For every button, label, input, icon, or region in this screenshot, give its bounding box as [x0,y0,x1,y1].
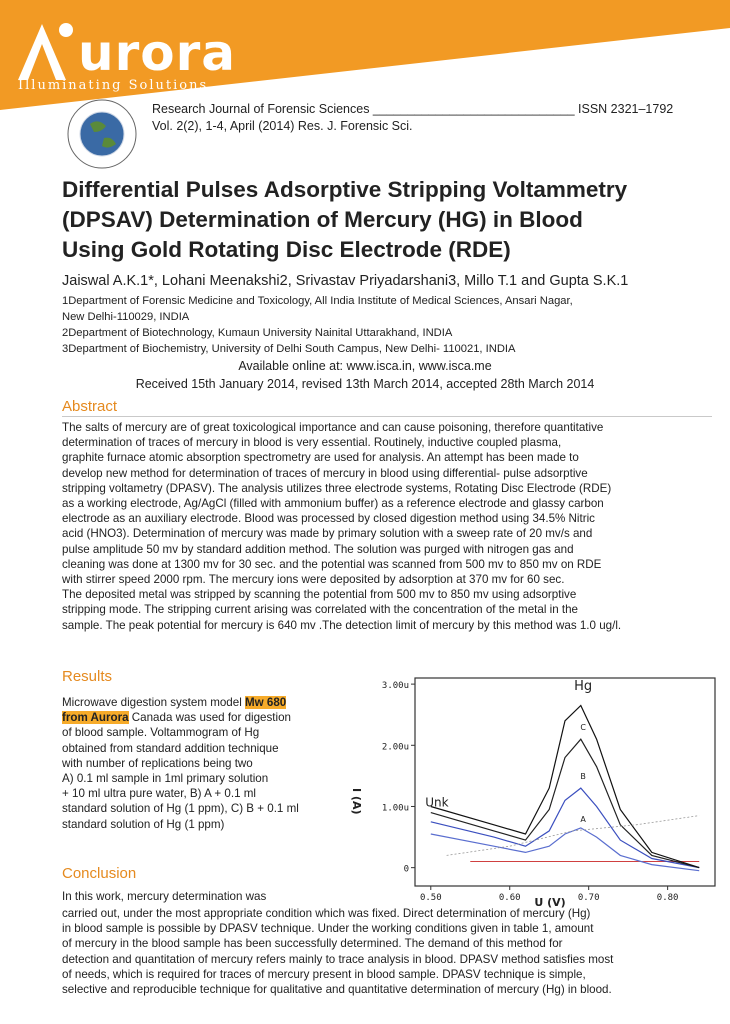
abstract-line: sample. The peak potential for mercury is 640 mv .The detection limit of mercury by this method was 1.0 ug/l. [62,618,622,632]
results-line: obtained from standard addition technique [62,741,279,755]
results-line [62,695,337,710]
series-line-c [431,739,699,867]
affiliation-line: 3Department of Biochemistry, University of Delhi South Campus, New Delhi- 110021, INDIA [62,343,516,355]
series-line-b [431,788,699,868]
abstract-line: determination of traces of mercury in blood is very essential. Routinely, inductive coupled plasma, [62,436,562,450]
paper-title [62,175,702,265]
abstract-line: stripping voltametry (DPASV). The analysis utilizes three electrode systems, Rotating Disc Electrode (RDE) [62,481,612,495]
abstract-line: with stirrer speed 2000 rpm. The mercury ions were deposited by adsorption at 370 mv for 60 sec. [62,573,565,587]
results-line: standard solution of Hg (1 ppm) [62,817,225,831]
results-line [62,710,337,725]
results-line: of blood sample. Voltammogram of Hg [62,726,260,740]
series-line-a [431,828,699,871]
received-dates: Received 15th January 2014, revised 13th March 2014, accepted 28th March 2014 [135,377,595,391]
series-line-hg [431,706,699,868]
isca-globe-seal [62,98,142,170]
abstract-line: stripping mode. The stripping current arising was correlated with the concentration of the metal in the [62,603,578,617]
plot-frame [415,678,715,886]
y-tick-label: 3.00u [381,681,409,692]
results-line: standard solution of Hg (1 ppm), C) B + 0.1 ml [62,802,299,816]
annotation-label: B [580,771,586,781]
annotation-label: Unk [425,795,449,810]
results-body [62,695,337,832]
results-text: Microwave digestion system model [62,696,245,709]
conclusion-heading: Conclusion [62,865,137,882]
results-line: A) 0.1 ml sample in 1ml primary solution [62,772,269,786]
abstract-line: acid (HNO3). Determination of mercury was made by primary solution with a sweep rate of 20 mv/s and [62,527,593,541]
affiliation-line: 1Department of Forensic Medicine and Toxicology, All India Institute of Medical Sciences, Ansari Nagar, [62,295,573,307]
x-tick-label: 0.80 [656,893,679,903]
journal-header [152,101,673,135]
abstract-line: pulse amplitude 50 mv by standard addition method. The solution was purged with nitrogen gas and [62,542,574,556]
y-axis-label: I (A) [350,788,363,815]
results-line: with number of replications being two [62,756,253,770]
conclusion-first-line: In this work, mercury determination was [62,890,267,903]
abstract-body [62,420,714,633]
conclusion-line: in blood sample is possible by DPASV technique. Under the working conditions given in table 1, amount [62,922,594,936]
title-line: Differential Pulses Adsorptive Stripping Voltammetry [62,177,628,202]
abstract-line: electrode as an auxiliary electrode. Blood was processed by closed digestion method using 34.5% Nitric [62,512,595,526]
affiliation-line: 2Department of Biotechnology, Kumaun University Nainital Uttarakhand, INDIA [62,327,453,339]
conclusion-body [62,906,722,997]
y-tick-label: 0 [403,864,409,875]
annotation-label: A [580,814,586,824]
x-tick-label: 0.70 [577,893,600,903]
section-divider [62,416,712,417]
conclusion-line: detection and quantitation of mercury refers mainly to trace analysis in blood. DPASV method satisfies most [62,952,614,966]
results-heading: Results [62,668,113,685]
brand-name: urora [78,24,237,82]
voltammogram-chart [345,668,720,908]
annotation-label: C [580,723,586,732]
affiliation-line: New Delhi-110029, INDIA [62,311,190,323]
conclusion-line: carried out, under the most appropriate condition which was fixed. Direct determination of mercury (Hg) [62,907,591,920]
online-availability: Available online at: www.isca.in, www.isca.me [238,359,492,373]
conclusion-line: selective and reproducible technique for qualitative and quantitative determination of mercury (Hg) in blood. [62,983,612,997]
results-line: + 10 ml ultra pure water, B) A + 0.1 ml [62,787,256,801]
abstract-heading: Abstract [62,398,118,415]
abstract-line: The deposited metal was stripped by scanning the potential from 500 mv to 850 mv using adsorptive [62,588,577,602]
journal-volume: Vol. 2(2), 1-4, April (2014) Res. J. Forensic Sci. [152,119,413,133]
y-tick-label: 2.00u [381,742,409,753]
affiliations [62,293,642,357]
abstract-line: cleaning was done at 1300 mv for 30 sec. and the potential was scanned from 500 mv to 850 mv on RDE [62,557,602,571]
highlight-brand: from Aurora [62,711,129,725]
annotation-label: Hg [574,679,593,695]
abstract-line: The salts of mercury are of great toxicological importance and can cause poisoning, therefore quantitative [62,421,604,434]
abstract-line: graphite furnace atomic absorption spectrometry are used for analysis. An attempt has been made to [62,451,579,465]
brand-tagline: Illuminating Solutions [18,78,209,93]
x-tick-label: 0.50 [419,893,442,903]
y-tick-label: 1.00u [381,803,409,814]
conclusion-line: of mercury in the blood sample has been successfully determined. The demand of this method for [62,937,563,951]
author-list: Jaiswal A.K.1*, Lohani Meenakshi2, Srivastav Priyadarshani3, Millo T.1 and Gupta S.K.1 [62,273,629,289]
title-line: Using Gold Rotating Disc Electrode (RDE) [62,237,511,262]
x-tick-label: 0.60 [498,893,521,903]
abstract-line: develop new method for determination of traces of mercury in blood using differential- pulse adsorptive [62,466,588,480]
results-text: Canada was used for digestion [128,711,291,725]
conclusion-line: of needs, which is required for traces of mercury present in blood sample. DPASV technique is simple, [62,967,586,981]
journal-line: Research Journal of Forensic Sciences _____________________________ ISSN 2321–1792 [152,102,674,116]
highlight-model: Mw 680 [245,696,287,709]
x-axis-label: U (V) [534,896,566,908]
abstract-line: as a working electrode, Ag/AgCl (filled with ammonium buffer) as a reference electrode and glassy carbon [62,497,604,511]
availability [0,357,730,393]
title-line: (DPSAV) Determination of Mercury (HG) in Blood [62,207,583,232]
